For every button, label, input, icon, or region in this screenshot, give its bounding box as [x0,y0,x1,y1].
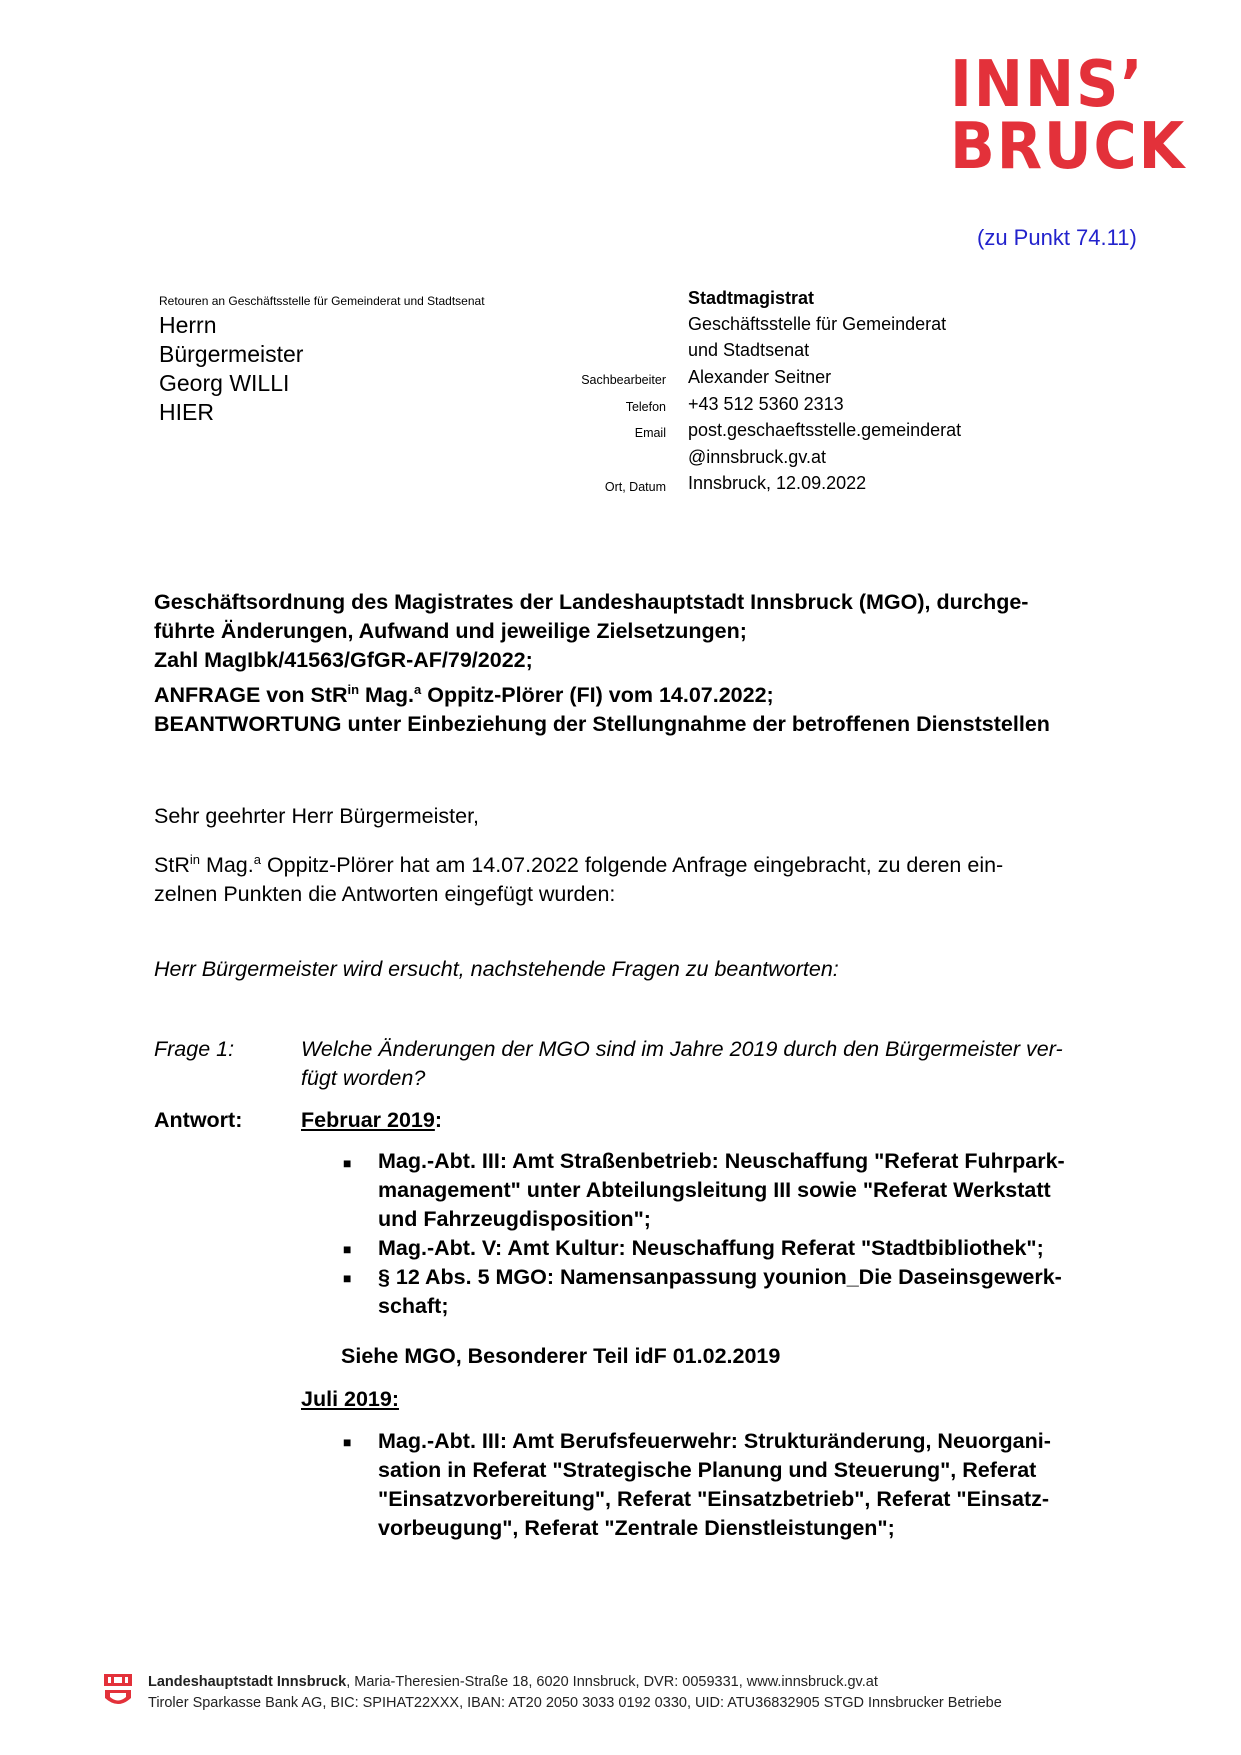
innsbruck-logo [950,48,1207,184]
list-item: § 12 Abs. 5 MGO: Namensanpassung younion_Die Daseinsgewerk- schaft; [378,1265,1062,1318]
footer-line-2: Tiroler Sparkasse Bank AG, BIC: SPIHAT22XXX, IBAN: AT20 2050 3033 0192 0330, UID: ATU36832905 STGD Innsbrucker Betriebe [148,1695,1002,1711]
subject-line: führte Änderungen, Aufwand und jeweilige Zielsetzungen; [154,619,747,643]
subject-line: BEANTWORTUNG unter Einbeziehung der Stellungnahme der betroffenen Dienststellen [154,712,1050,737]
bullet-icon: ■ [343,1155,352,1171]
recipient-line: Herrn [159,312,217,338]
email-value-continued[interactable]: @innsbruck.gv.at [688,447,826,467]
intro-paragraph: StR$^{in}$ Mag.$^a$ Oppitz-Plörer hat am 14.07.2022 folgende Anfrage eingebracht, zu deren ein- zelnen Punkten die Antworten eingefügt wurden: [154,852,1004,907]
agenda-reference: (zu Punkt 74.11) [977,225,1137,250]
logo-line-1: INNS’ [950,48,1145,122]
request-line: Herr Bürgermeister wird ersucht, nachstehende Fragen zu beantworten: [154,957,839,981]
sender-dept-line: Geschäftsstelle für Gemeinderat [688,314,947,334]
question-label: Frage 1: [154,1037,235,1061]
recipient-line: Georg WILLI [159,370,290,396]
salutation: Sehr geehrter Herr Bürgermeister, [154,804,480,828]
february-heading: Februar 2019: [301,1108,443,1132]
list-item: Mag.-Abt. III: Amt Berufsfeuerwehr: Strukturänderung, Neuorgani- sation in Referat "Strategische Planung und Steuerung", Referat "Einsatzvorbereitung", Referat "Einsatzbetrieb", Referat "Einsatz- vorbeugung", Referat "Zentrale Dienstleistungen"; [378,1429,1051,1540]
clerk-label: Sachbearbeiter [581,373,666,387]
bullet-icon: ■ [343,1241,352,1257]
sender-dept-line: und Stadtsenat [688,340,810,360]
sender-office: Stadtmagistrat [688,288,815,308]
logo-line-2: BRUCK [950,110,1187,184]
subject-line: Zahl MagIbk/41563/GfGR-AF/79/2022; [154,648,533,672]
list-item: Mag.-Abt. III: Amt Straßenbetrieb: Neuschaffung "Referat Fuhrpark- management" unter Abteilungsleitung III sowie "Referat Werkstatt und Fahrzeugdisposition"; [378,1149,1065,1231]
answer-label: Antwort: [154,1108,243,1132]
subject-line: ANFRAGE von StR$^{in}$ Mag.$^a$ Oppitz-Plörer (FI) vom 14.07.2022; [154,682,774,708]
footer-line-1: Landeshauptstadt Innsbruck, Maria-Theresien-Straße 18, 6020 Innsbruck, DVR: 0059331, www.innsbruck.gv.at [148,1674,878,1690]
return-address-line: Retouren an Geschäftsstelle für Gemeinderat und Stadtsenat [159,294,485,308]
question-text: Welche Änderungen der MGO sind im Jahre 2019 durch den Bürgermeister ver- fügt worden? [301,1037,1063,1090]
recipient-line: Bürgermeister [159,341,304,367]
date-value: Innsbruck, 12.09.2022 [688,473,867,493]
bullet-icon: ■ [343,1434,352,1450]
february-note: Siehe MGO, Besonderer Teil idF 01.02.2019 [341,1344,781,1368]
july-heading: Juli 2019: [301,1387,399,1411]
recipient-line: HIER [159,399,214,425]
email-label: Email [634,426,666,440]
subject-block [154,588,1050,739]
bullet-icon: ■ [343,1270,352,1286]
list-item: Mag.-Abt. V: Amt Kultur: Neuschaffung Referat "Stadtbibliothek"; [378,1236,1044,1260]
date-label: Ort, Datum [604,480,666,494]
clerk-value: Alexander Seitner [688,367,832,387]
email-value[interactable]: post.geschaeftsstelle.gemeinderat [688,420,962,440]
phone-value: +43 512 5360 2313 [688,394,844,414]
subject-line: Geschäftsordnung des Magistrates der Landeshauptstadt Innsbruck (MGO), durchge- [154,590,1029,614]
phone-label: Telefon [625,400,666,414]
innsbruck-coat-of-arms-icon [104,1674,132,1710]
